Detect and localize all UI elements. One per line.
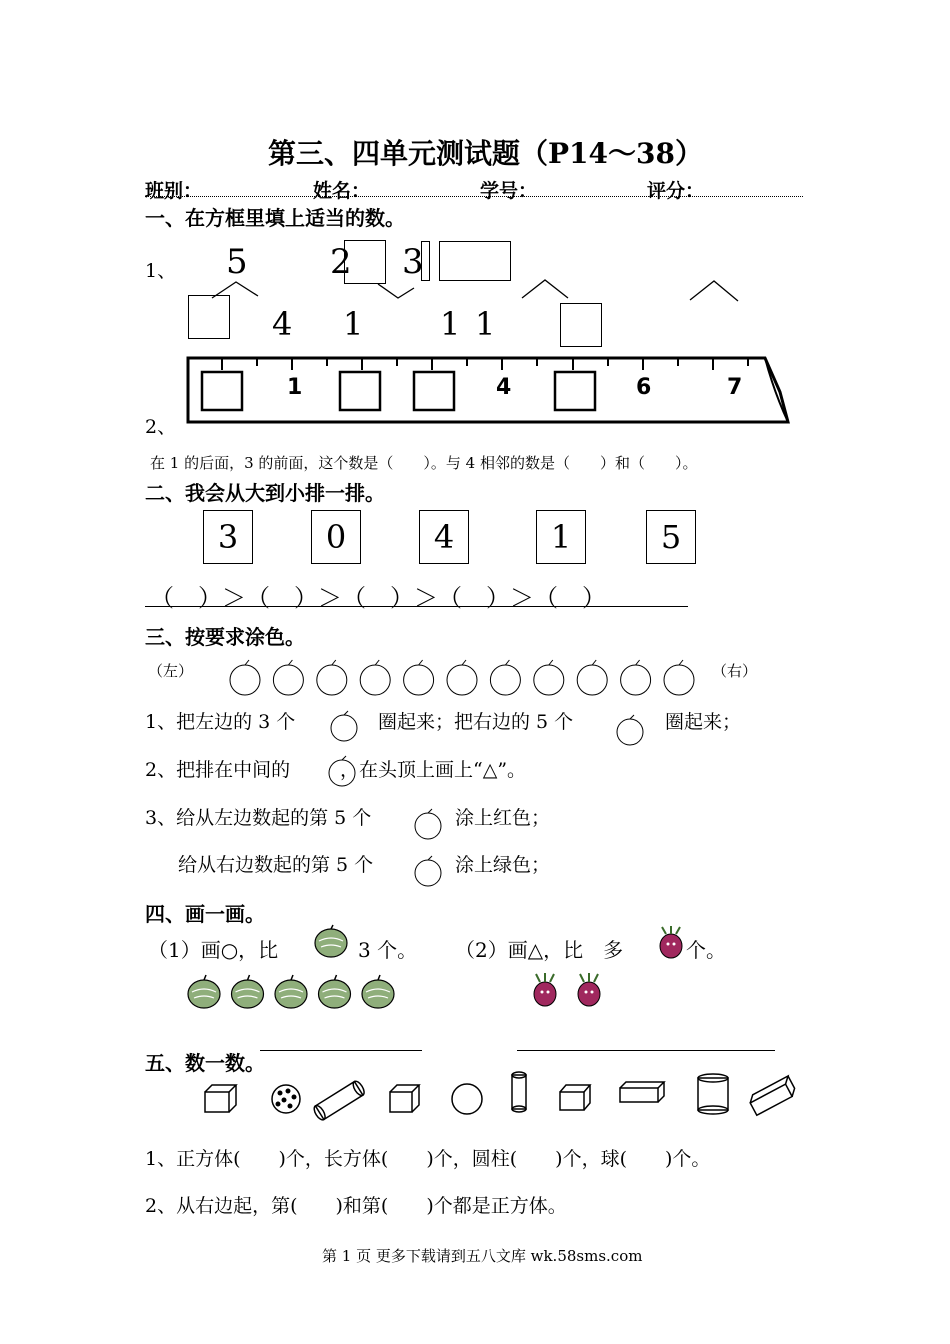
apple-outline-icon[interactable] — [360, 660, 390, 695]
apple-outline-icon[interactable] — [664, 660, 694, 695]
page-title: 第三、四单元测试题（P14～38） — [268, 137, 703, 170]
section4-heading: 四、画一画。 — [145, 902, 265, 926]
radish-icon — [656, 926, 688, 962]
apple-outline-icon — [616, 714, 646, 748]
radish-row — [530, 972, 610, 1012]
q3-3-text-d: 涂上绿色； — [455, 854, 551, 876]
apple-outline-icon[interactable] — [534, 660, 564, 695]
apple-outline-icon — [414, 808, 444, 842]
answer-box[interactable] — [188, 295, 230, 339]
number-4: 4 — [272, 305, 293, 343]
q3-1-text-b: 圈起来；把右边的 5 个 — [378, 711, 574, 733]
right-label: （右） — [712, 662, 758, 680]
student-id-label: 学号： — [480, 180, 538, 202]
q4-2-text-a: （2）画△，比 多 — [455, 938, 624, 962]
green-apple-icon — [319, 975, 351, 1008]
sort-number-box: 4 — [419, 510, 469, 564]
apple-outline-icon[interactable] — [317, 660, 347, 695]
section5-heading: 五、数一数。 — [145, 1051, 265, 1075]
underline — [145, 606, 688, 607]
q5-2-text: 2、从右边起，第( )和第( )个都是正方体。 — [145, 1195, 567, 1217]
green-apple-icon — [313, 925, 349, 959]
answer-box[interactable] — [439, 241, 511, 281]
ruler-label-6: 6 — [636, 375, 652, 400]
solid-shapes-row — [200, 1070, 800, 1120]
q3-2-text-a: 2、把排在中间的 — [145, 759, 291, 781]
name-label: 姓名： — [313, 180, 371, 202]
answer-box[interactable] — [421, 241, 430, 281]
ruler — [180, 350, 800, 430]
ruler-label-4: 4 — [496, 375, 512, 400]
number-5: 5 — [226, 242, 248, 282]
green-apple-icon — [188, 975, 220, 1008]
green-apple-row — [186, 972, 406, 1012]
q3-1-text-c: 圈起来； — [665, 711, 742, 733]
number-1: 1 — [343, 305, 364, 343]
section3-heading: 三、按要求涂色。 — [145, 625, 305, 649]
ruler-label-7: 7 — [727, 375, 743, 400]
green-apple-icon — [275, 975, 307, 1008]
q2-question: 在 1 的后面，3 的前面，这个数是（ ）。与 4 相邻的数是（ ）和（ ）。 — [150, 454, 698, 472]
apple-outline-icon[interactable] — [577, 660, 607, 695]
apple-outline-icon[interactable] — [230, 660, 260, 695]
sort-number-box: 1 — [536, 510, 586, 564]
q3-3-text-c: 给从右边数起的第 5 个 — [178, 854, 374, 876]
q4-1-text-b: 3 个。 — [358, 938, 418, 962]
q4-2-text-b: 个。 — [686, 938, 726, 962]
apple-outline-icon[interactable] — [273, 660, 303, 695]
apple-outline-icon[interactable] — [621, 660, 651, 695]
apple-outline-icon[interactable] — [404, 660, 434, 695]
apple-outline-row — [225, 658, 705, 698]
apple-outline-icon[interactable] — [447, 660, 477, 695]
apple-outline-icon[interactable] — [490, 660, 520, 695]
q3-1-text-a: 1、把左边的 3 个 — [145, 711, 296, 733]
page-footer: 第 1 页 更多下载请到五八文库 wk.58sms.com — [322, 1247, 643, 1265]
q2-label: 2、 — [145, 416, 177, 438]
header-dotted-line — [145, 196, 803, 197]
apple-outline-icon — [414, 855, 444, 889]
number-1: 1 — [440, 305, 461, 343]
class-label: 班别： — [145, 180, 203, 202]
sort-number-box: 3 — [203, 510, 253, 564]
q4-1-text-a: （1）画○，比 — [148, 938, 279, 962]
q3-2-text-b: ，在头顶上画上“△”。 — [340, 759, 527, 781]
sort-number-box: 0 — [311, 510, 361, 564]
answer-box[interactable] — [560, 303, 602, 347]
score-label: 评分： — [647, 180, 705, 202]
q3-3-text-a: 3、给从左边数起的第 5 个 — [145, 807, 372, 829]
section1-heading: 一、在方框里填上适当的数。 — [145, 206, 405, 230]
number-3: 3 — [402, 242, 424, 282]
number-2: 2 — [330, 242, 352, 282]
sort-number-box: 5 — [646, 510, 696, 564]
green-apple-icon — [232, 975, 264, 1008]
answer-line — [260, 1050, 422, 1051]
section2-heading: 二、我会从大到小排一排。 — [145, 481, 385, 505]
q5-1-text: 1、正方体( )个，长方体( )个，圆柱( )个，球( )个。 — [145, 1148, 711, 1170]
ruler-label-1: 1 — [287, 375, 303, 400]
left-label: （左） — [148, 662, 194, 680]
sort-answer-line[interactable]: （ ）＞（ ）＞（ ）＞（ ）＞（ ） — [150, 584, 606, 612]
q3-3-text-b: 涂上红色； — [455, 807, 551, 829]
q1-label: 1、 — [145, 260, 177, 282]
apple-outline-icon — [330, 710, 360, 744]
answer-line — [517, 1050, 775, 1051]
green-apple-icon — [362, 975, 394, 1008]
number-1: 1 — [475, 305, 496, 343]
